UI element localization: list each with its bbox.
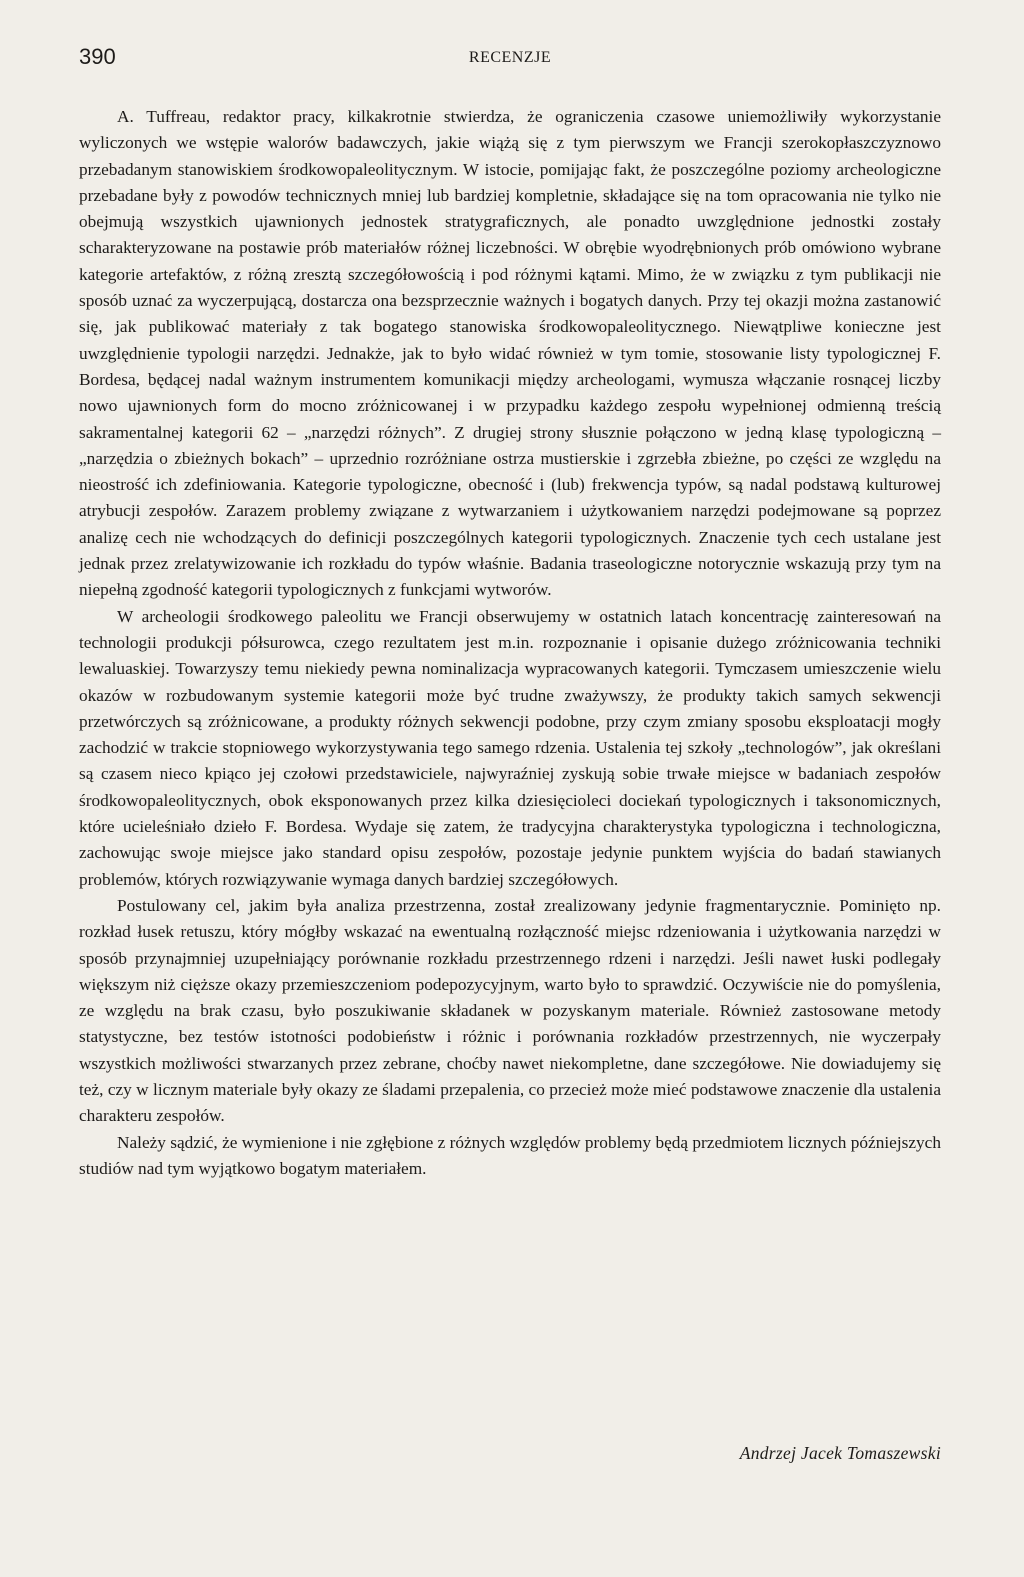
review-body [79, 104, 941, 1182]
section-title: RECENZJE [468, 49, 552, 66]
paragraph: Należy sądzić, że wymienione i nie zgłębione z różnych względów problemy będą przedmiotem licznych późniejszych studiów nad tym wyjątkowo bogatym materiałem. [79, 1132, 941, 1178]
paragraph: Postulowany cel, jakim była analiza przestrzenna, został zrealizowany jedynie fragmentarycznie. Pominięto np. rozkład łusek retuszu, który mógłby wskazać na ewentualną rozłączność miejsc rdzeniowania i użytkowania narzędzi w sposób przynajmniej uzupełniający porównanie rozkładu przestrzennego rdzeni i narzędzi. Jeśli nawet łuski podlegały większym niż cięższe okazy przemieszczeniom podepozycyjnym, warto było to sprawdzić. Oczywiście nie do pomyślenia, ze względu na brak czasu, było poszukiwanie składanek w pozyskanym materiale. Również zastosowane metody statystyczne, bez testów istotności podobieństw i różnic i porównania rozkładów przestrzennych, nie wyczerpały wszystkich możliwości stwarzanych przez zebrane, choćby nawet niekompletne, dane szczegółowe. Nie dowiadujemy się też, czy w licznym materiale były okazy ze śladami przepalenia, co przecież może mieć podstawowe znaczenie dla ustalenia charakteru zespołów. [79, 895, 941, 1126]
paragraph: W archeologii środkowego paleolitu we Francji obserwujemy w ostatnich latach koncentrację zainteresowań na technologii produkcji półsurowca, czego rezultatem jest m.in. rozpoznanie i opisanie dużego zróżnicowania techniki lewaluaskiej. Towarzyszy temu niekiedy pewna nominalizacja wypracowanych kategorii. Tymczasem umieszczenie wielu okazów w rozbudowanym systemie kategorii może być trudne zważywszy, że produkty takich samych sekwencji przetwórczych są zróżnicowane, a produkty różnych sekwencji podobne, przy czym zmiany sposobu eksploatacji mogły zachodzić w trakcie stopniowego wykorzystywania tego samego rdzenia. Ustalenia tej szkoły „technologów”, jak określani są czasem nieco kpiąco jej czołowi przedstawiciele, najwyraźniej zyskują sobie trwałe miejsce w badaniach zespołów środkowopaleolitycznych, obok eksponowanych przez kilka dziesięcioleci dociekań typologicznych i taksonomicznych, które ucieleśniało dzieło F. Bordesa. Wydaje się zatem, że tradycyjna charakterystyka typologiczna i technologiczna, zachowując swoje miejsce jako standard opisu zespołów, pozostaje jedynie punktem wyjścia do badań stawianych problemów, których rozwiązywanie wymaga danych bardziej szczegółowych. [79, 606, 941, 889]
page-number: 390 [79, 44, 116, 69]
author-signature: Andrzej Jacek Tomaszewski [739, 1443, 941, 1463]
running-head [79, 44, 941, 74]
paragraph: A. Tuffreau, redaktor pracy, kilkakrotnie stwierdza, że ograniczenia czasowe uniemożliwiły wykorzystanie wyliczonych we wstępie walorów badawczych, jakie wiążą się z tym pierwszym we Francji szerokopłaszczyznowo przebadanym stanowiskiem środkowopaleolitycznym. W istocie, pomijając fakt, że poszczególne poziomy archeologiczne przebadane były z powodów technicznych mniej lub bardziej kompletnie, składające się na tom opracowania nie tylko nie obejmują wszystkich ujawnionych jednostek stratygraficznych, ale ponadto uwzględnione jednostki zostały scharakteryzowane na postawie prób materiałów różnej liczebności. W obrębie wyodrębnionych prób omówiono wybrane kategorie artefaktów, z różną zresztą szczegółowością i pod różnymi kątami. Mimo, że w związku z tym publikacji nie sposób uznać za wyczerpującą, dostarcza ona bezsprzecznie ważnych i bogatych danych. Przy tej okazji można zastanowić się, jak publikować materiały z tak bogatego stanowiska środkowopaleolitycznego. Niewątpliwe konieczne jest uwzględnienie typologii narzędzi. Jednakże, jak to było widać również w tym tomie, stosowanie listy typologicznej F. Bordesa, będącej nadal ważnym instrumentem komunikacji między archeologami, wymusza włączanie rosnącej liczby nowo ujawnionych form do mocno zróżnicowanej i w przypadku każdego zespołu wypełnionej odmienną treścią sakramentalnej kategorii 62 – „narzędzi różnych”. Z drugiej strony słusznie połączono w jedną klasę typologiczną – „narzędzia o zbieżnych bokach” – uprzednio rozróżniane ostrza mustierskie i zgrzebła zbieżne, po części ze względu na nieostrość ich zdefiniowania. Kategorie typologiczne, obecność i (lub) frekwencja typów, są nadal podstawą kulturowej atrybucji zespołów. Zarazem problemy związane z wytwarzaniem i użytkowaniem narzędzi podejmowane są poprzez analizę cech nie wchodzących do definicji poszczególnych kategorii typologicznych. Znaczenie tych cech ustalane jest jednak przez zrelatywizowanie ich rozkładu do typów właśnie. Badania traseologiczne notorycznie wskazują przy tym na niepełną zgodność kategorii typologicznych z funkcjami wytworów. [79, 107, 941, 600]
